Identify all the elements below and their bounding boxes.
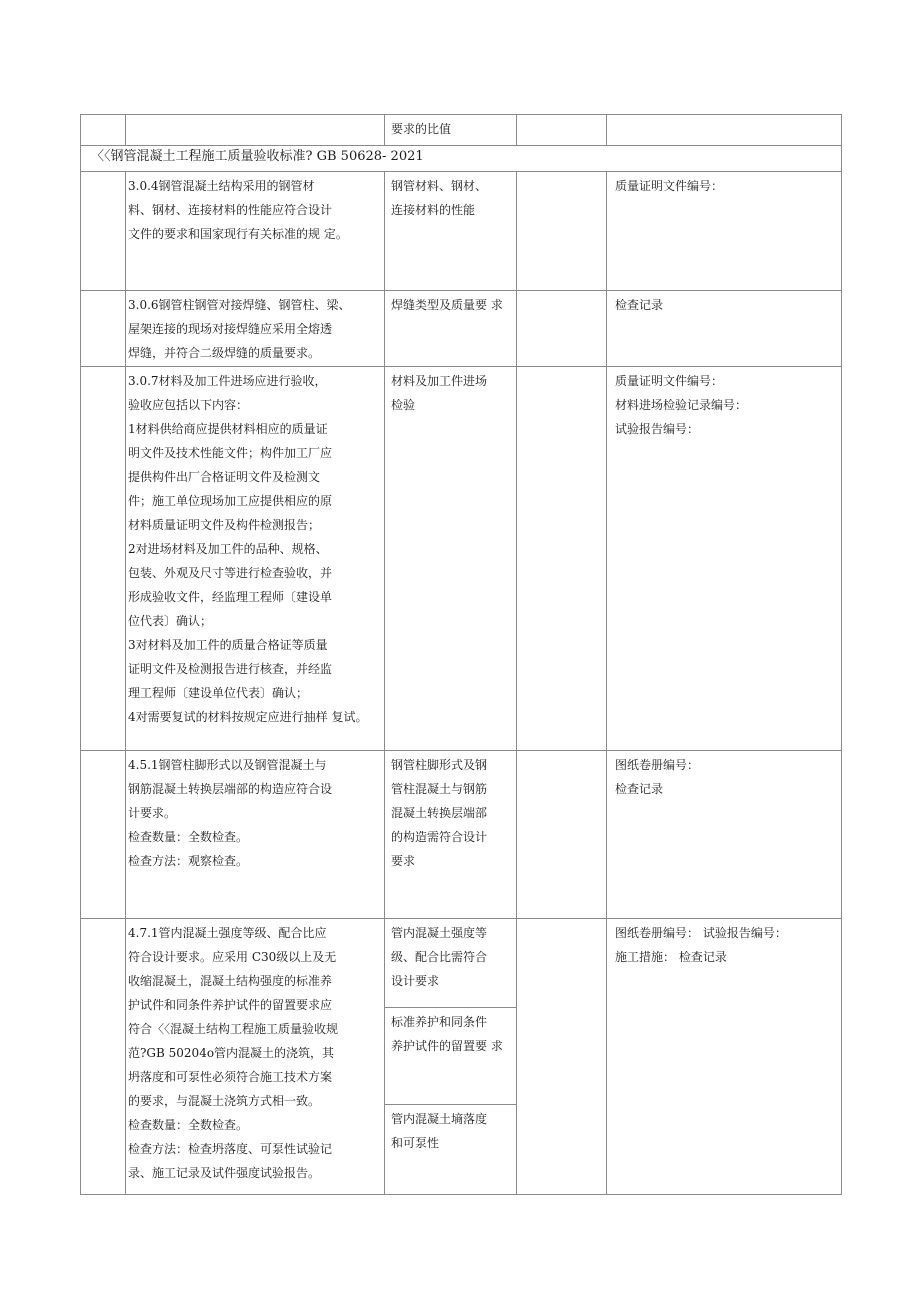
clause-line: 符合设计要求。应采用 C30级以上及无 <box>128 950 337 964</box>
item-line: 设计要求 <box>391 974 440 988</box>
clause-line: 4.7.1管内混凝土强度等级、配合比应 <box>128 926 327 940</box>
item-subcell <box>385 1008 516 1105</box>
clause-line: 3.0.4钢管混凝土结构采用的钢管材 <box>128 179 315 193</box>
item-line: 混凝土转换层端部 <box>391 806 488 820</box>
item-cell <box>385 172 517 291</box>
item-line: 连接材料的性能 <box>391 203 476 217</box>
result-cell <box>517 367 607 751</box>
clause-line: 检查方法：观察检查。 <box>128 854 249 868</box>
clause-cell <box>126 751 385 919</box>
record-line: 图纸卷册编号： 试验报告编号： <box>615 926 787 940</box>
index-cell <box>81 172 126 291</box>
item-cell-split <box>385 919 517 1195</box>
record-line: 材料进场检验记录编号： <box>615 398 748 412</box>
index-cell <box>81 115 126 146</box>
clause-line: 提供构件出厂合格证明文件及检测文 <box>128 470 321 484</box>
clause-line: 件；施工单位现场加工应提供相应的原 <box>128 494 333 508</box>
item-line: 焊缝类型及质量要 求 <box>391 298 503 312</box>
item-line: 管内混凝土墒落度 <box>391 1112 488 1126</box>
table-row <box>81 919 842 1195</box>
record-line: 检查记录 <box>615 298 664 312</box>
result-cell <box>517 291 607 367</box>
record-cell <box>607 115 842 146</box>
clause-line: 钢筋混凝土转换层端部的构造应符合设 <box>128 782 333 796</box>
result-cell <box>517 751 607 919</box>
item-subcell <box>385 1105 516 1194</box>
result-cell <box>517 115 607 146</box>
item-text: 要求的比值 <box>391 122 452 136</box>
clause-line: 收缩混凝土，混凝土结构强度的标准养 <box>128 974 333 988</box>
clause-line: 2对进场材料及加工件的品种、规格、 <box>128 542 328 556</box>
record-cell <box>607 291 842 367</box>
table-row <box>81 751 842 919</box>
clause-line: 检查方法：检查坍落度、可泵性试验记 <box>128 1142 333 1156</box>
standard-header-row <box>81 146 842 172</box>
record-cell <box>607 367 842 751</box>
item-line: 管内混凝土强度等 <box>391 926 488 940</box>
clause-line: 护试件和同条件养护试件的留置要求应 <box>128 998 333 1012</box>
clause-line: 料、钢材、连接材料的性能应符合设计 <box>128 203 333 217</box>
clause-line: 4.5.1钢管柱脚形式以及钢管混凝土与 <box>128 758 327 772</box>
index-cell <box>81 751 126 919</box>
clause-line: 文件的要求和国家现行有关标准的规 定。 <box>128 227 348 241</box>
clause-line: 检查数量：全数检查。 <box>128 1118 249 1132</box>
record-line: 检查记录 <box>615 782 664 796</box>
record-line: 图纸卷册编号： <box>615 758 700 772</box>
clause-line: 3对材料及加工件的质量合格证等质量 <box>128 638 328 652</box>
item-line: 管柱混凝土与钢筋 <box>391 782 488 796</box>
clause-cell <box>126 291 385 367</box>
clause-line: 理工程师〔建设单位代表〕确认； <box>128 686 309 700</box>
record-cell <box>607 172 842 291</box>
clause-line: 验收应包括以下内容： <box>128 398 249 412</box>
clause-line: 的要求，与混凝土浇筑方式相一致。 <box>128 1094 321 1108</box>
standard-header: 〈〈钢管混凝土工程施工质量验收标准? GB 50628- 2021 <box>81 146 842 172</box>
clause-line: 检查数量：全数检查。 <box>128 830 249 844</box>
item-line: 的构造需符合设计 <box>391 830 488 844</box>
acceptance-table <box>80 114 842 1195</box>
clause-cell <box>126 115 385 146</box>
item-line: 要求 <box>391 854 416 868</box>
clause-line: 焊缝，并符合二级焊缝的质量要求。 <box>128 346 321 360</box>
table-row <box>81 291 842 367</box>
clause-cell <box>126 919 385 1195</box>
clause-line: 明文件及技术性能文件；构件加工厂应 <box>128 446 333 460</box>
table-row <box>81 115 842 146</box>
clause-line: 形成验收文件，经监理工程师〔建设单 <box>128 590 333 604</box>
record-cell <box>607 919 842 1195</box>
table-row <box>81 367 842 751</box>
table-row <box>81 172 842 291</box>
clause-line: 范?GB 50204o管内混凝土的浇筑，其 <box>128 1046 335 1060</box>
clause-line: 4对需要复试的材料按规定应进行抽样 复试。 <box>128 710 368 724</box>
clause-line: 录、施工记录及试件强度试验报告。 <box>128 1166 321 1180</box>
clause-line: 3.0.6钢管柱钢管对接焊缝、钢管柱、梁、 <box>128 298 351 312</box>
item-line: 级、配合比需符合 <box>391 950 488 964</box>
clause-line: 坍落度和可泵性必须符合施工技术方案 <box>128 1070 333 1084</box>
record-line: 质量证明文件编号： <box>615 374 724 388</box>
item-line: 材料及加工件进场 <box>391 374 488 388</box>
item-line: 标准养护和同条件 <box>391 1015 488 1029</box>
record-line: 施工措施： 检查记录 <box>615 950 727 964</box>
record-cell <box>607 751 842 919</box>
clause-line: 符合〈〈混凝土结构工程施工质量验收规 <box>128 1022 339 1036</box>
item-line: 检验 <box>391 398 416 412</box>
clause-line: 包装、外观及尺寸等进行检查验收，并 <box>128 566 333 580</box>
index-cell <box>81 291 126 367</box>
record-line: 试验报告编号： <box>615 422 700 436</box>
clause-line: 证明文件及检测报告进行核查，并经监 <box>128 662 333 676</box>
clause-line: 3.0.7材料及加工件进场应进行验收， <box>128 374 327 388</box>
result-cell <box>517 919 607 1195</box>
clause-line: 计要求。 <box>128 806 177 820</box>
item-cell <box>385 115 517 146</box>
clause-cell <box>126 172 385 291</box>
index-cell <box>81 367 126 751</box>
clause-line: 屋架连接的现场对接焊缝应采用全熔透 <box>128 322 333 336</box>
index-cell <box>81 919 126 1195</box>
item-cell <box>385 291 517 367</box>
item-line: 钢管材料、钢材、 <box>391 179 488 193</box>
item-line: 养护试件的留置要 求 <box>391 1039 503 1053</box>
item-line: 钢管柱脚形式及钢 <box>391 758 488 772</box>
clause-line: 1材料供给商应提供材料相应的质量证 <box>128 422 328 436</box>
item-cell <box>385 751 517 919</box>
item-subcell <box>385 919 516 1008</box>
result-cell <box>517 172 607 291</box>
item-cell <box>385 367 517 751</box>
clause-line: 位代表〕确认； <box>128 614 213 628</box>
item-line: 和可泵性 <box>391 1136 440 1150</box>
clause-cell <box>126 367 385 751</box>
record-line: 质量证明文件编号： <box>615 179 724 193</box>
clause-line: 材料质量证明文件及构件检测报告； <box>128 518 321 532</box>
